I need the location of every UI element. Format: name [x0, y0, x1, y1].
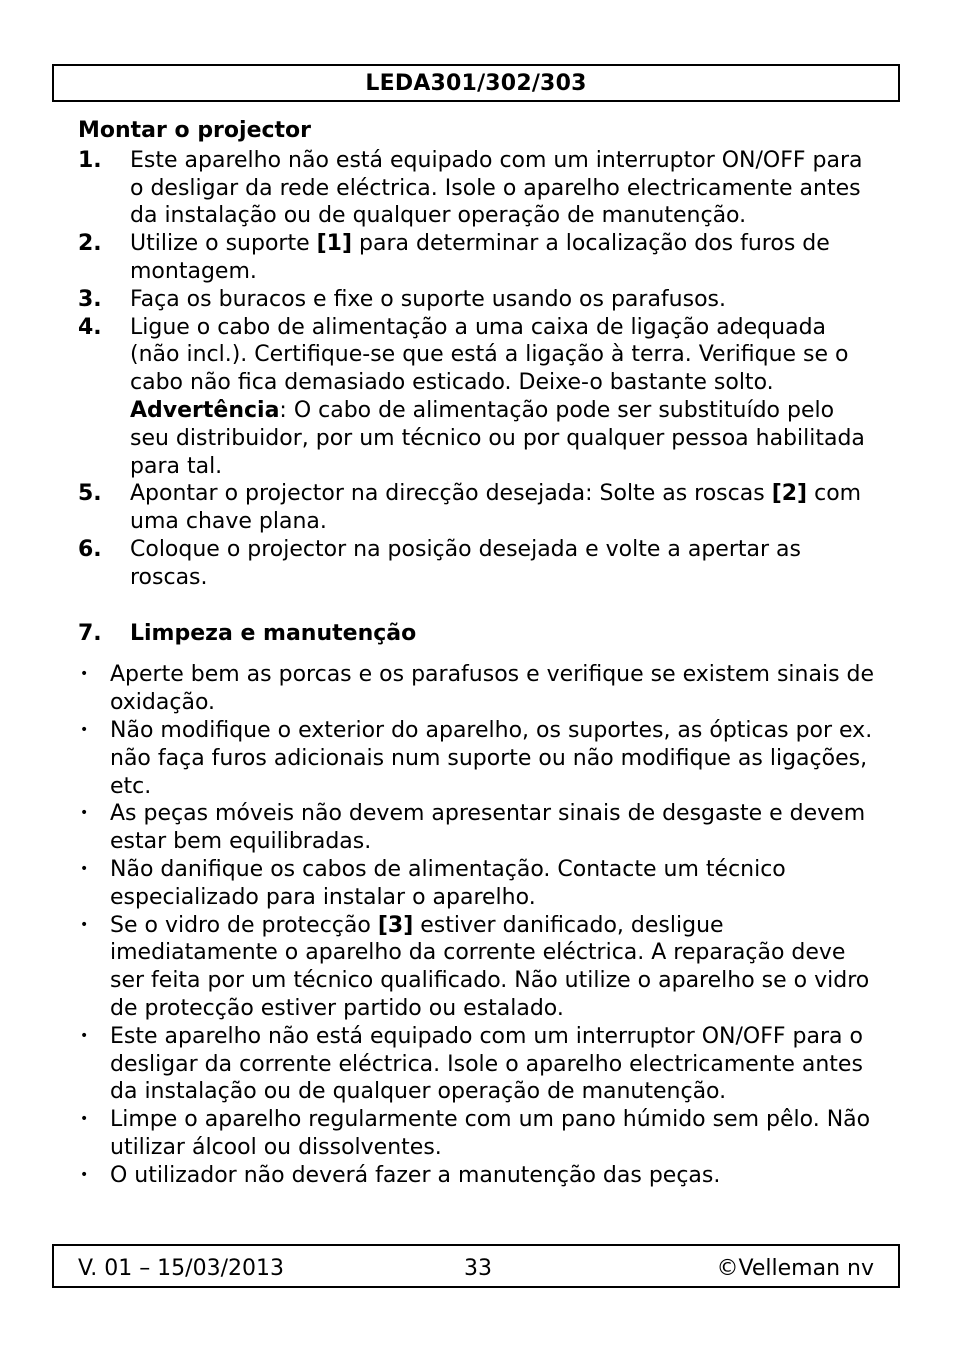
- bullet-text: O utilizador não deverá fazer a manutenção das peças.: [110, 1162, 721, 1188]
- warning-text: : O cabo de alimentação pode ser substituído pelo seu distribuidor, por um técnico ou por qualquer pessoa habilitada para tal.: [130, 397, 865, 479]
- reference-label: [3]: [377, 912, 414, 938]
- reference-label: [2]: [771, 481, 808, 507]
- bullet-icon: •: [80, 805, 89, 822]
- list-item: [78, 314, 878, 481]
- bullet-text: Se o vidro de protecção [3] estiver danificado, desligue imediatamente o aparelho da corrente eléctrica. A reparação deve ser feita por um técnico qualificado. Não utilize o aparelho se o vidro de protecção estiver partido ou estalado.: [110, 912, 870, 1021]
- step-text: Coloque o projector na posição desejada e volte a apertar as roscas.: [130, 536, 801, 590]
- page-content: [78, 117, 878, 1189]
- bullet-icon: •: [80, 666, 89, 683]
- section-heading-maintenance: [78, 620, 878, 648]
- bullet-icon: •: [80, 1166, 89, 1183]
- bullet-text: As peças móveis não devem apresentar sinais de desgaste e devem estar bem equilibradas.: [110, 801, 866, 855]
- bullet-text: Este aparelho não está equipado com um interruptor ON/OFF para o desligar da corrente eléctrica. Isole o aparelho electricamente antes da instalação ou de qualquer operação de manutenção.: [110, 1023, 863, 1105]
- bullet-icon: •: [80, 1111, 89, 1128]
- bullet-icon: •: [80, 860, 89, 877]
- step-number: 5.: [78, 481, 102, 507]
- step-text: Faça os buracos e fixe o suporte usando os parafusos.: [130, 286, 726, 312]
- list-item: [78, 717, 878, 800]
- model-title: LEDA301/302/303: [365, 70, 587, 96]
- list-item: [78, 286, 878, 314]
- list-item: [78, 661, 878, 717]
- step-text: Apontar o projector na direcção desejada: Solte as roscas [2] com uma chave plana.: [130, 481, 862, 535]
- bullet-text: Aperte bem as porcas e os parafusos e verifique se existem sinais de oxidação.: [110, 662, 875, 716]
- list-item: [78, 1106, 878, 1162]
- section-heading-mount: Montar o projector: [78, 118, 312, 143]
- page-number: 33: [464, 1256, 492, 1281]
- page-header: [52, 64, 900, 102]
- page-footer: [52, 1244, 900, 1288]
- step-number: 1.: [78, 147, 102, 173]
- step-text: Este aparelho não está equipado com um interruptor ON/OFF para o desligar da rede eléctrica. Isole o aparelho electricamente antes da instalação ou de qualquer operação de manutenção.: [130, 147, 863, 229]
- list-item: [78, 912, 878, 1023]
- list-item: [78, 1162, 878, 1190]
- step-number: 4.: [78, 314, 102, 340]
- version-label: V. 01 – 15/03/2013: [78, 1256, 284, 1281]
- list-item: [78, 800, 878, 856]
- step-number: 3.: [78, 286, 102, 312]
- step-text: Utilize o suporte [1] para determinar a localização dos furos de montagem.: [130, 231, 830, 284]
- bullet-icon: •: [80, 916, 89, 933]
- section-title: Limpeza e manutenção: [130, 620, 417, 646]
- reference-label: [1]: [316, 231, 353, 257]
- bullet-text: Não modifique o exterior do aparelho, os suportes, as ópticas por ex. não faça furos adicionais num suporte ou não modifique as ligações, etc.: [110, 717, 873, 799]
- list-item: [78, 856, 878, 912]
- mount-steps-list: [78, 147, 878, 592]
- copyright-label: ©Velleman nv: [716, 1256, 874, 1281]
- step-text: Ligue o cabo de alimentação a uma caixa de ligação adequada (não incl.). Certifique-se que está a ligação à terra. Verifique se o cabo não fica demasiado esticado. Deixe-o bastante solto. Advertência: O cabo de alimentação pode ser substituído pelo seu distribuidor, por um técnico ou por qualquer pessoa habilitada para tal.: [130, 314, 865, 479]
- bullet-text: Não danifique os cabos de alimentação. Contacte um técnico especializado para instalar o aparelho.: [110, 856, 786, 910]
- list-item: [78, 230, 878, 286]
- maintenance-bullet-list: [78, 661, 878, 1189]
- warning-label: Advertência: [130, 397, 280, 423]
- list-item: [78, 1023, 878, 1106]
- bullet-text: Limpe o aparelho regularmente com um pano húmido sem pêlo. Não utilizar álcool ou dissolventes.: [110, 1107, 871, 1160]
- bullet-icon: •: [80, 1027, 89, 1044]
- section-number: 7.: [78, 620, 102, 646]
- list-item: [78, 536, 878, 592]
- list-item: [78, 147, 878, 230]
- step-number: 2.: [78, 231, 102, 257]
- list-item: [78, 480, 878, 536]
- bullet-icon: •: [80, 721, 89, 738]
- step-number: 6.: [78, 536, 102, 562]
